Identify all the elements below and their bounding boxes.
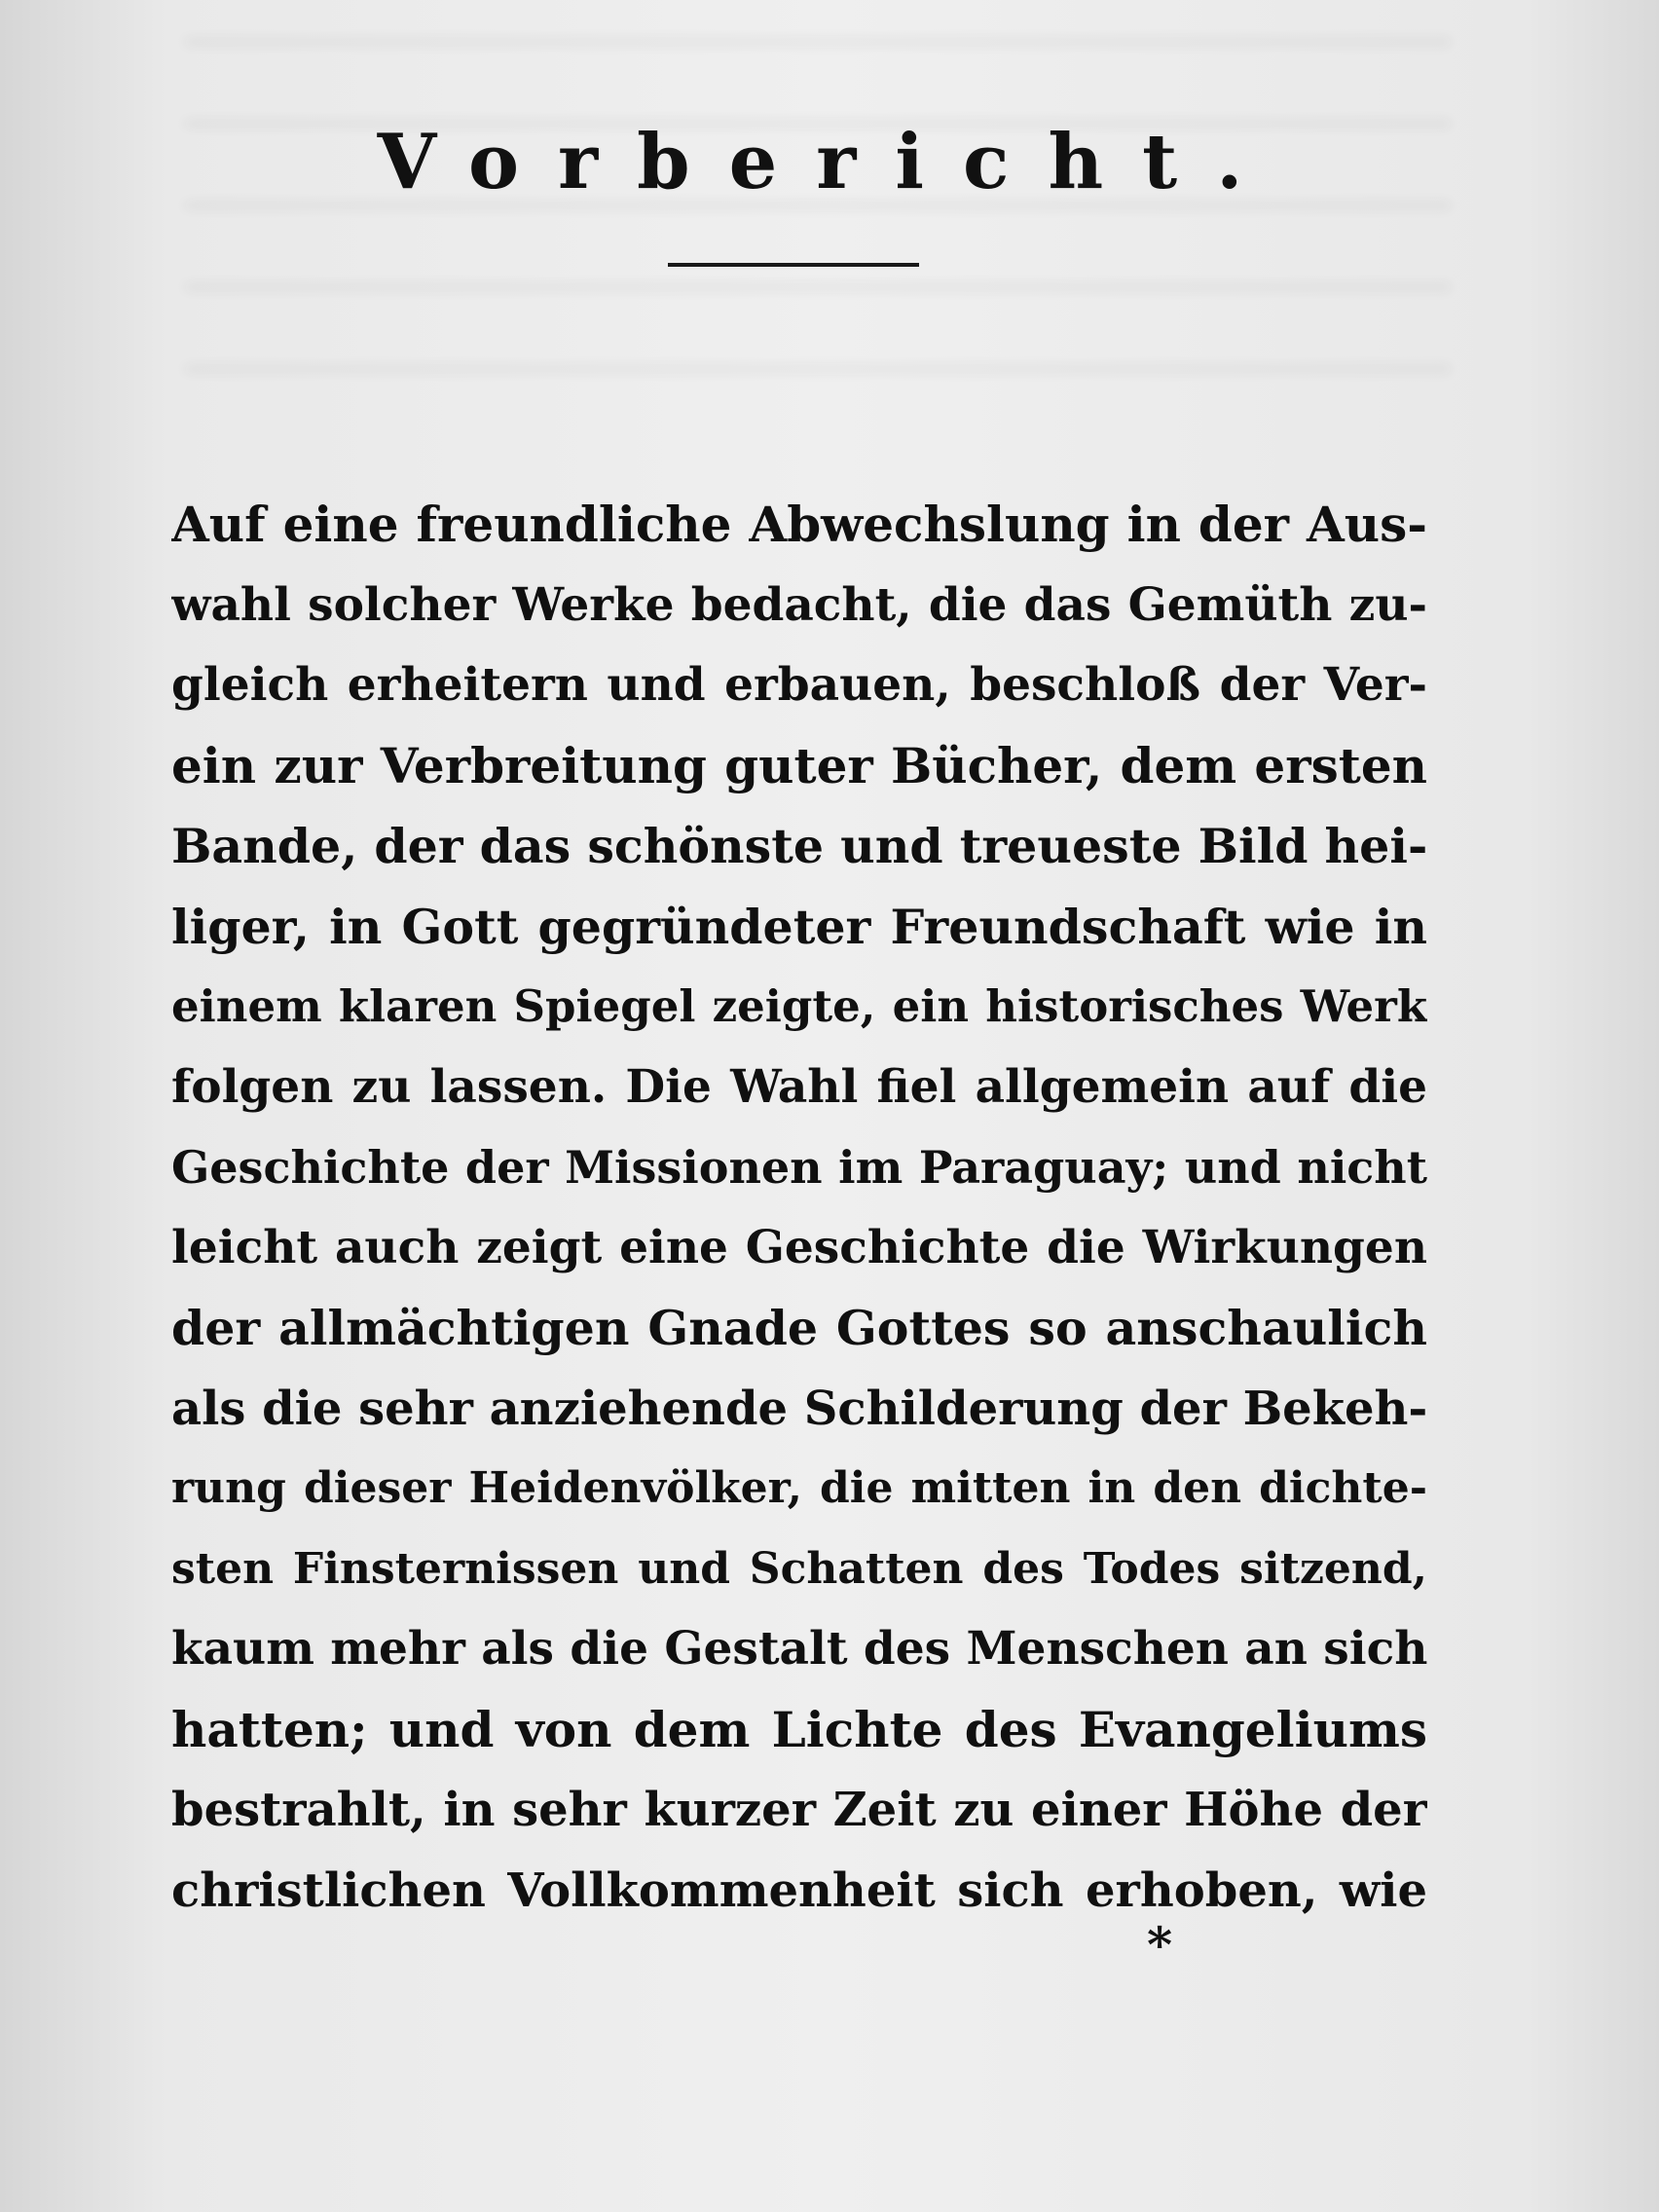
text-line: gleich erheitern und erbauen, beschloß der Ver-: [171, 658, 1427, 712]
text-line: kaum mehr als die Gestalt des Menschen an sich: [171, 1622, 1427, 1676]
signature-mark: *: [1147, 1916, 1173, 1973]
text-line: hatten; und von dem Lichte des Evangeliums: [171, 1700, 1427, 1758]
text-line: sten Finsternissen und Schatten des Todes sitzend,: [171, 1543, 1427, 1594]
text-line: der allmächtigen Gnade Gottes so anschaulich: [171, 1300, 1427, 1356]
page-title: Vorbericht.: [377, 118, 1282, 206]
text-line: Auf eine freundliche Abwechslung in der Aus-: [171, 496, 1427, 553]
text-line: als die sehr anziehende Schilderung der Bekeh-: [171, 1381, 1427, 1436]
body-text: [171, 485, 1427, 1931]
text-line: bestrahlt, in sehr kurzer Zeit zu einer Höhe der: [171, 1783, 1427, 1837]
text-line: Bande, der das schönste und treueste Bild hei-: [171, 818, 1427, 874]
text-line: christlichen Vollkommenheit sich erhoben, wie: [171, 1862, 1427, 1918]
text-line: einem klaren Spiegel zeigte, ein historisches Werk: [171, 980, 1427, 1032]
bleed-through-shadow: [185, 19, 1451, 428]
text-line: leicht auch zeigt eine Geschichte die Wirkungen: [171, 1220, 1427, 1274]
text-line: ein zur Verbreitung guter Bücher, dem ersten: [171, 736, 1427, 794]
text-line: rung dieser Heidenvölker, die mitten in den dichte-: [171, 1463, 1427, 1513]
text-line: liger, in Gott gegründeter Freundschaft wie in: [171, 898, 1427, 955]
text-line: folgen zu lassen. Die Wahl fiel allgemein auf die: [171, 1059, 1427, 1114]
title-rule: [668, 263, 919, 267]
text-line: wahl solcher Werke bedacht, die das Gemüth zu-: [171, 577, 1427, 632]
text-line: Geschichte der Missionen im Paraguay; und nicht: [171, 1141, 1427, 1194]
